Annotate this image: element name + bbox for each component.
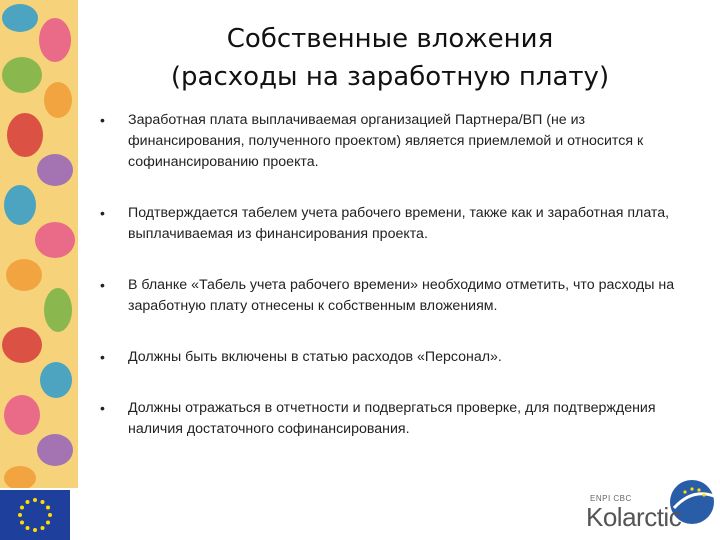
logo-name: Kolarctic	[586, 502, 682, 532]
kolarctic-logo	[582, 478, 717, 538]
list-item	[100, 203, 680, 245]
handprints-decoration	[0, 0, 78, 488]
title-line-1: Собственные вложения	[226, 24, 554, 54]
page-title	[110, 20, 670, 96]
bullet-text: Должны быть включены в статью расходов «Персонал».	[128, 349, 502, 365]
bullet-marker: •	[100, 112, 105, 128]
list-item	[100, 398, 680, 440]
eu-flag-icon	[0, 490, 70, 540]
list-item	[100, 275, 680, 317]
bullet-text: Подтверждается табелем учета рабочего времени, также как и заработная плата, выплачиваемая из финансирования проекта.	[128, 205, 670, 242]
bullet-text: Должны отражаться в отчетности и подвергаться проверке, для подтверждения наличия достаточного софинансирования.	[128, 400, 656, 437]
list-item	[100, 110, 680, 173]
title-line-2: (расходы на заработную плату)	[170, 62, 610, 92]
handprints-icon	[0, 0, 78, 488]
bullet-marker: •	[100, 400, 105, 416]
bullet-text: В бланке «Табель учета рабочего времени» необходимо отметить, что расходы на заработную плату отнесены к собственным вложениям.	[128, 277, 675, 314]
bullet-marker: •	[100, 349, 105, 365]
logo-prefix: ENPI CBC	[590, 494, 632, 503]
bullet-marker: •	[100, 277, 105, 293]
bullet-text: Заработная плата выплачиваемая организацией Партнера/ВП (не из финансирования, полученного проектом) является приемлемой и относится к софинансированию проекта.	[128, 112, 644, 170]
bullet-list	[100, 110, 680, 470]
bullet-marker: •	[100, 205, 105, 221]
eu-flag	[0, 490, 70, 540]
list-item	[100, 347, 680, 368]
